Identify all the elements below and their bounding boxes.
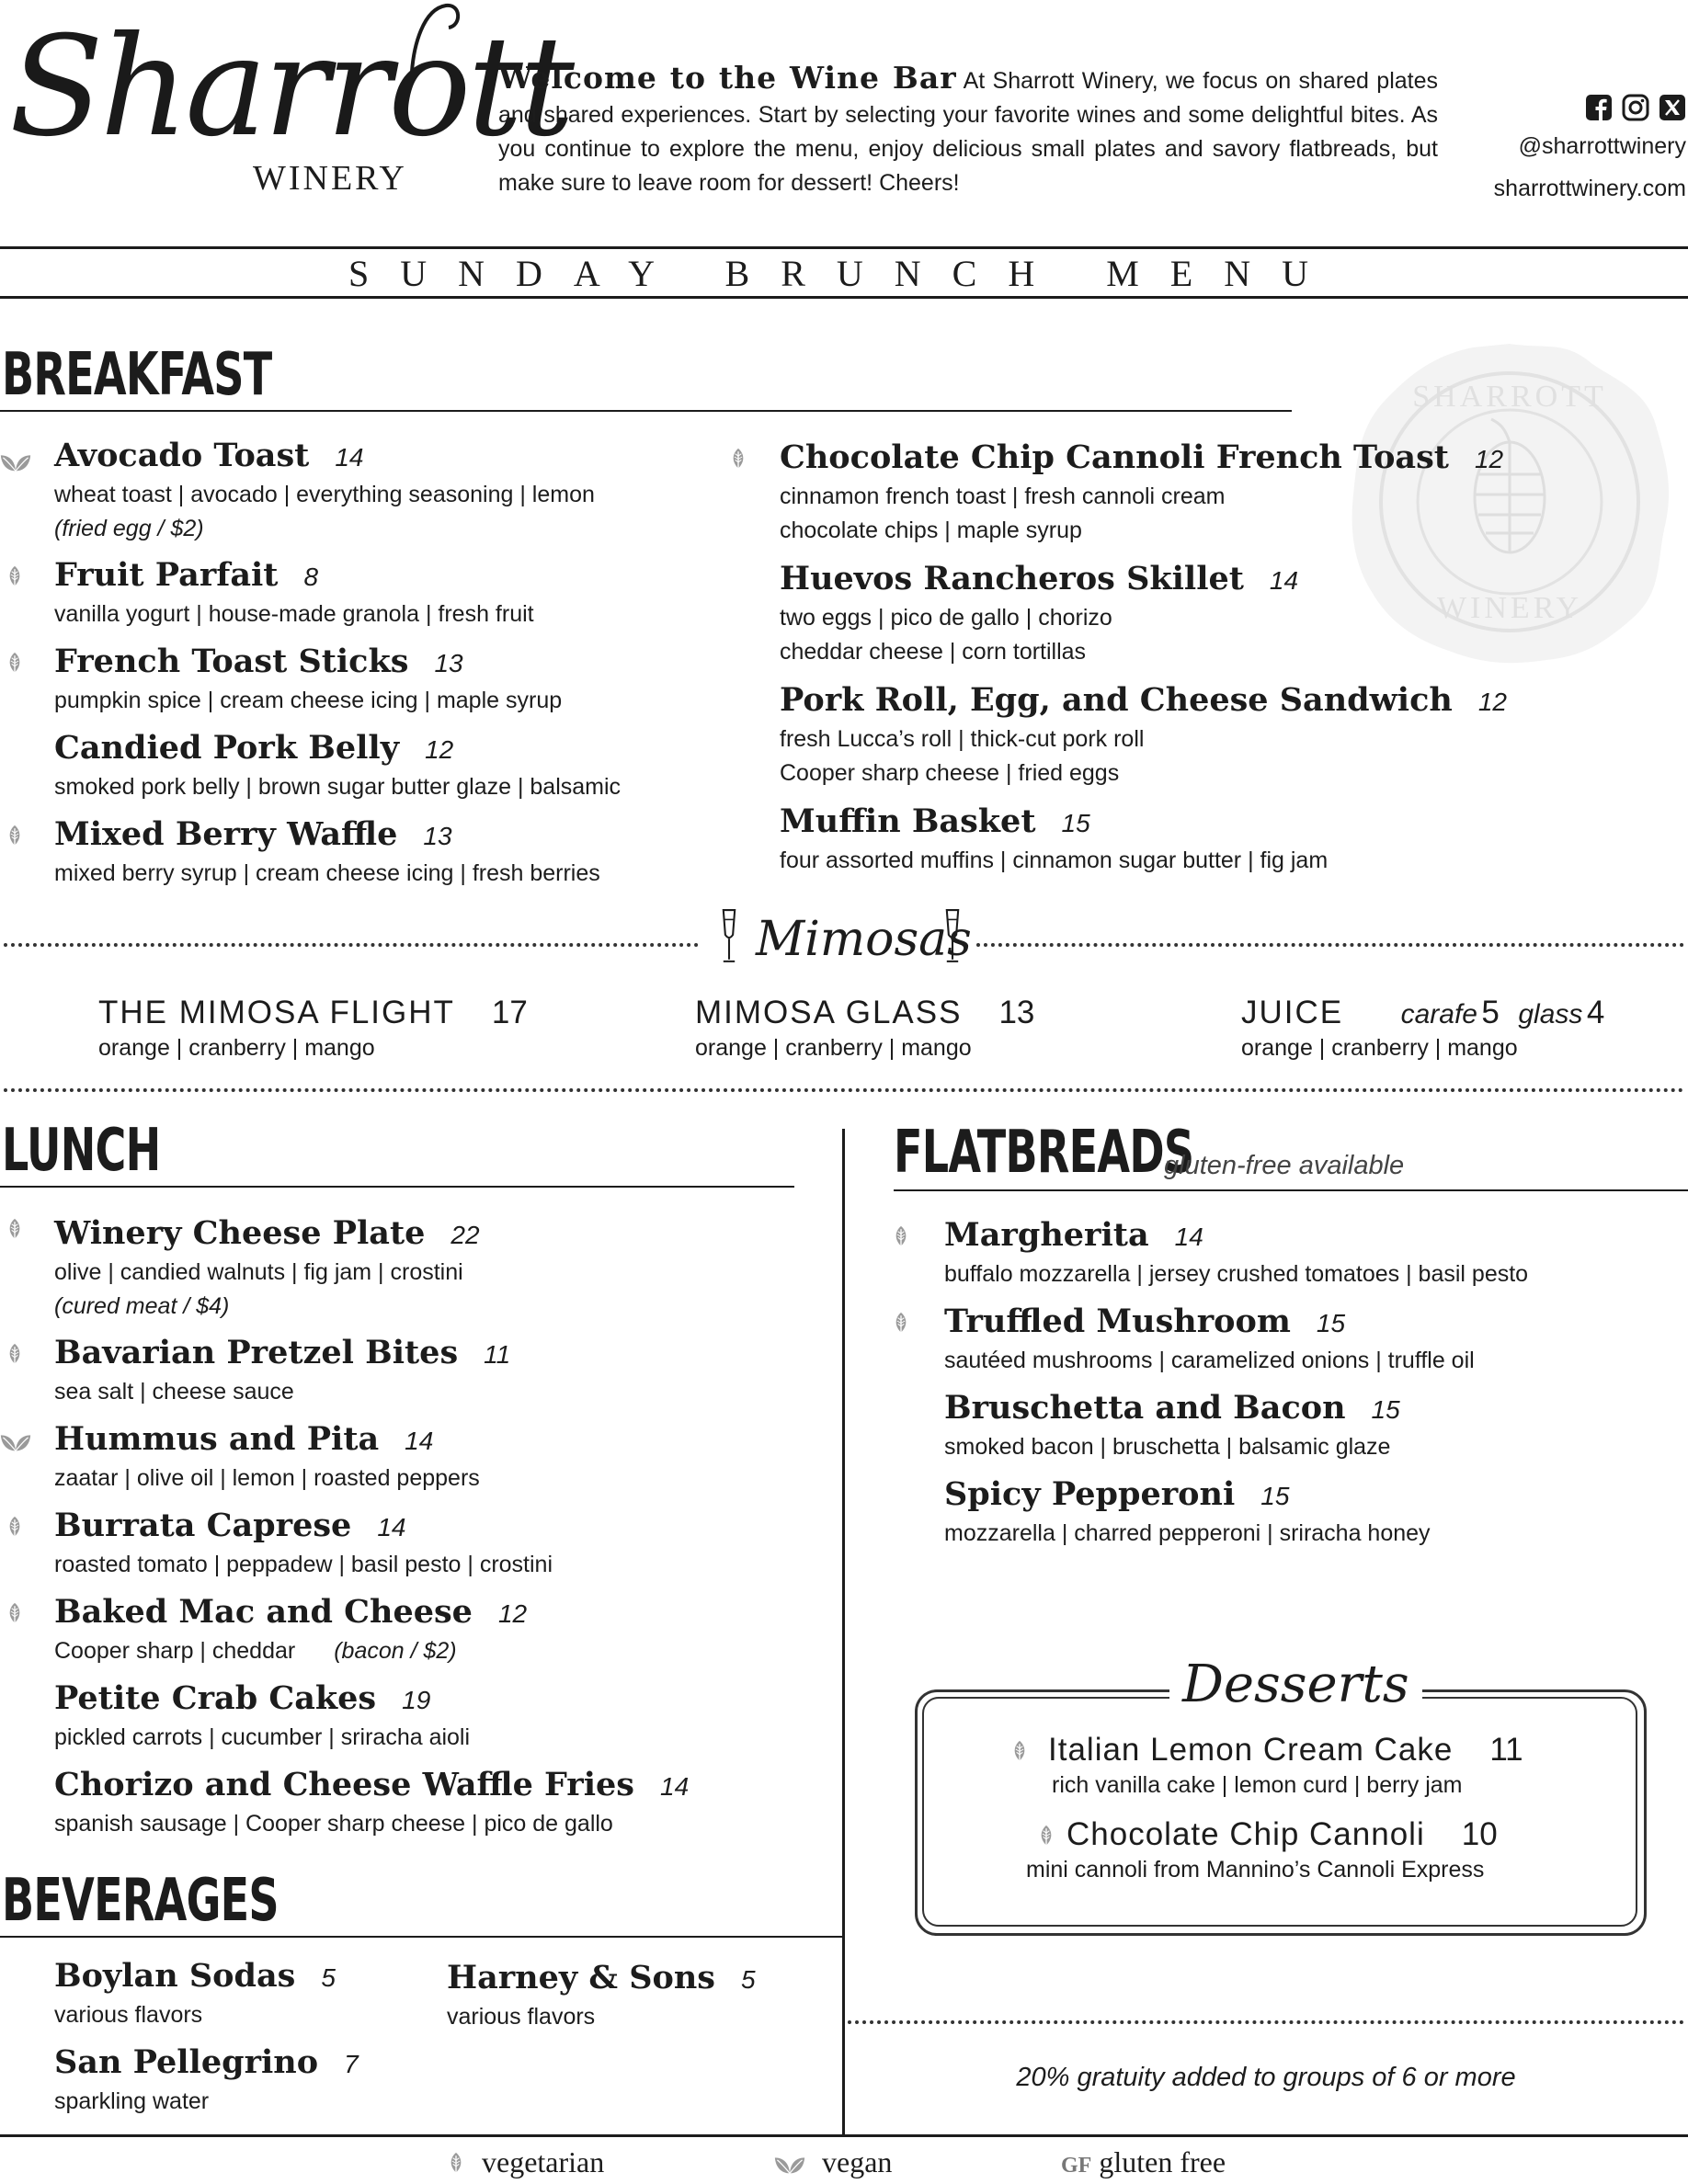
item-price: 12 — [425, 735, 454, 764]
item-price: 8 — [303, 563, 319, 591]
vegetarian-icon — [892, 1311, 910, 1336]
item-description: sautéed mushrooms | caramelized onions | truffle oil — [944, 1348, 1475, 1373]
item-price: 14 — [660, 1772, 690, 1801]
item-price: 7 — [344, 2050, 359, 2078]
menu-item — [447, 1958, 756, 2034]
header-rule-top — [0, 246, 1688, 249]
item-description-line2: cheddar cheese | corn tortillas — [780, 639, 1087, 665]
item-description: olive | candied walnuts | fig jam | crostini — [54, 1259, 463, 1285]
item-description: cinnamon french toast | fresh cannoli cream — [780, 483, 1226, 509]
dessert-price: 10 — [1461, 1816, 1498, 1852]
vegetarian-icon — [6, 824, 24, 848]
item-name: Margherita — [944, 1216, 1149, 1254]
item-price: 12 — [1477, 688, 1507, 716]
menu-item — [54, 2042, 359, 2119]
item-price: 22 — [451, 1221, 480, 1249]
item-description: Cooper sharp | cheddar — [54, 1638, 296, 1664]
column-divider — [842, 1129, 845, 2134]
item-description: fresh Lucca’s roll | thick-cut pork roll — [780, 726, 1145, 752]
item-name: Winery Cheese Plate — [54, 1214, 426, 1252]
glass-label: glass — [1518, 999, 1583, 1029]
item-price: 14 — [377, 1513, 406, 1541]
menu-item — [54, 1678, 470, 1755]
vegan-icon — [774, 2153, 805, 2177]
item-name: Truffled Mushroom — [944, 1302, 1291, 1340]
legend-vegetarian: vegetarian — [482, 2145, 605, 2178]
vegetarian-icon — [892, 1224, 910, 1249]
logo-subtitle: WINERY — [253, 159, 407, 198]
website-link[interactable]: sharrottwinery.com — [1493, 176, 1686, 201]
item-description: mozzarella | charred pepperoni | sriracha honey — [944, 1520, 1431, 1546]
menu-item — [54, 728, 621, 804]
glass-price: 4 — [1586, 995, 1607, 1030]
beverages-rule — [0, 1936, 844, 1938]
header-rule-bottom — [0, 296, 1688, 299]
drink-item — [1241, 995, 1606, 1065]
logo-wordmark: Sharrott — [9, 7, 572, 167]
menu-item — [780, 680, 1507, 791]
mimosas-divider-left — [4, 943, 699, 947]
legend-vegan: vegan — [822, 2145, 893, 2178]
flatbreads-rule — [894, 1189, 1688, 1191]
menu-item — [54, 436, 595, 546]
legend-gluten-free — [1061, 2145, 1226, 2179]
dessert-name: Chocolate Chip Cannoli — [1066, 1816, 1425, 1852]
item-name: Spicy Pepperoni — [944, 1475, 1236, 1513]
menu-title: SUNDAY BRUNCH MENU — [348, 253, 1340, 294]
menu-item — [944, 1215, 1528, 1291]
item-name: Bruschetta and Bacon — [944, 1389, 1346, 1427]
drink-item — [98, 995, 528, 1065]
item-name: Pork Roll, Egg, and Cheese Sandwich — [780, 681, 1453, 719]
menu-item — [780, 802, 1328, 878]
item-description: wheat toast | avocado | everything seasoning | lemon — [54, 482, 595, 507]
item-addon-note: (cured meat / $4) — [54, 1293, 230, 1319]
item-price: 15 — [1061, 809, 1090, 837]
item-name: Petite Crab Cakes — [54, 1679, 377, 1717]
item-name: Huevos Rancheros Skillet — [780, 560, 1244, 597]
vegetarian-icon — [447, 2151, 465, 2176]
social-links — [1447, 94, 1688, 210]
item-description: various flavors — [54, 2002, 203, 2028]
menu-item — [54, 814, 600, 891]
beverages-title: BEVERAGES — [2, 1867, 279, 1935]
item-description: mixed berry syrup | cream cheese icing | fresh berries — [54, 860, 600, 886]
drink-description: orange | cranberry | mango — [1241, 1035, 1518, 1061]
instagram-icon[interactable] — [1622, 94, 1649, 121]
item-addon-note: (bacon / $2) — [334, 1638, 457, 1664]
gluten-free-icon: GF — [1061, 2154, 1092, 2178]
seal-text-bottom: WINERY — [1436, 591, 1583, 625]
item-name: Hummus and Pita — [54, 1420, 380, 1458]
vegetarian-icon — [1010, 1739, 1029, 1764]
mimosas-divider-right — [976, 943, 1684, 947]
item-price: 14 — [1174, 1223, 1203, 1251]
item-name: Baked Mac and Cheese — [54, 1593, 473, 1631]
item-description: two eggs | pico de gallo | chorizo — [780, 605, 1112, 631]
x-icon[interactable] — [1659, 94, 1686, 121]
champagne-flute-icon — [942, 908, 963, 965]
menu-item — [54, 1333, 510, 1409]
item-price: 15 — [1260, 1482, 1290, 1510]
item-name: Harney & Sons — [447, 1959, 715, 1996]
lunch-rule — [0, 1186, 794, 1188]
mimosas-title: Mimosas — [756, 912, 972, 967]
dessert-price: 11 — [1489, 1732, 1523, 1768]
item-price: 14 — [335, 443, 364, 472]
drink-name: THE MIMOSA FLIGHT — [98, 995, 455, 1030]
item-price: 5 — [740, 1965, 756, 1994]
menu-item — [54, 1506, 553, 1582]
item-description: smoked pork belly | brown sugar butter glaze | balsamic — [54, 774, 622, 800]
item-name: Bavarian Pretzel Bites — [54, 1334, 459, 1371]
menu-item — [54, 1592, 527, 1668]
social-handle[interactable]: @sharrottwinery — [1518, 133, 1686, 159]
drink-price: 13 — [998, 995, 1035, 1030]
carafe-price: 5 — [1481, 995, 1501, 1030]
drink-price: 17 — [491, 995, 528, 1030]
item-price: 19 — [402, 1686, 431, 1714]
item-name: San Pellegrino — [54, 2043, 319, 2081]
vegetarian-icon — [729, 447, 747, 472]
logo-swash-ornament — [405, 0, 469, 74]
item-price: 12 — [497, 1599, 528, 1628]
breakfast-rule — [0, 410, 1292, 412]
item-description: four assorted muffins | cinnamon sugar butter | fig jam — [780, 847, 1329, 873]
item-name: Mixed Berry Waffle — [54, 815, 398, 853]
item-name: Boylan Sodas — [54, 1957, 296, 1995]
item-name: Avocado Toast — [54, 437, 310, 474]
welcome-title: Welcome to the Wine Bar — [498, 60, 957, 96]
flatbreads-title: FLATBREADS — [894, 1119, 1194, 1187]
item-description: pumpkin spice | cream cheese icing | maple syrup — [54, 688, 563, 713]
item-addon-note: (fried egg / $2) — [54, 516, 204, 541]
item-description: smoked bacon | bruschetta | balsamic glaze — [944, 1434, 1391, 1460]
menu-item — [54, 1765, 689, 1841]
mimosas-divider-bottom — [4, 1088, 1684, 1092]
item-description-line2: chocolate chips | maple syrup — [780, 518, 1082, 543]
vegetarian-icon — [6, 651, 24, 676]
item-name: Muffin Basket — [780, 802, 1036, 840]
item-description: vanilla yogurt | house-made granola | fresh fruit — [54, 601, 534, 627]
item-name: Fruit Parfait — [54, 556, 279, 594]
item-name: Candied Pork Belly — [54, 729, 400, 767]
breakfast-title: BREAKFAST — [2, 341, 272, 409]
menu-item — [54, 1213, 480, 1324]
gratuity-divider — [848, 2020, 1684, 2024]
item-price: 12 — [1474, 445, 1504, 473]
item-price: 5 — [321, 1963, 336, 1992]
welcome-body: At Sharrott Winery, we focus on shared plates and shared experiences. Start by selecting your favorite wines and some delightful bites. As you continue to explore the menu, enjoy delicious small plates and savory flatbreads, but make sure to leave room for dessert! Cheers! — [498, 68, 1439, 196]
social-icons — [1447, 94, 1686, 121]
dessert-description: rich vanilla cake | lemon curd | berry jam — [1052, 1772, 1463, 1798]
vegetarian-icon — [6, 564, 24, 589]
item-description: zaatar | olive oil | lemon | roasted peppers — [54, 1465, 480, 1491]
item-description-line2: Cooper sharp cheese | fried eggs — [780, 760, 1120, 786]
vegetarian-icon — [6, 1217, 24, 1242]
menu-item — [54, 555, 534, 631]
item-description: spanish sausage | Cooper sharp cheese | pico de gallo — [54, 1811, 613, 1837]
menu-item — [54, 642, 562, 718]
drink-name: MIMOSA GLASS — [695, 995, 963, 1030]
champagne-flute-icon — [719, 908, 739, 965]
vegan-icon — [0, 1430, 31, 1454]
item-price: 14 — [405, 1427, 434, 1455]
footer-rule — [0, 2134, 1688, 2137]
menu-item — [780, 438, 1503, 548]
item-name: Burrata Caprese — [54, 1507, 352, 1544]
carafe-label: carafe — [1400, 999, 1477, 1029]
welcome-text — [498, 61, 1438, 200]
item-description: sparkling water — [54, 2088, 210, 2114]
item-price: 13 — [423, 822, 452, 850]
menu-item — [944, 1388, 1400, 1464]
dessert-name: Italian Lemon Cream Cake — [1048, 1732, 1454, 1768]
item-description: buffalo mozzarella | jersey crushed tomatoes | basil pesto — [944, 1261, 1529, 1287]
vegan-icon — [0, 450, 31, 474]
menu-item — [54, 1419, 480, 1496]
item-name: French Toast Sticks — [54, 643, 409, 680]
gratuity-note: 20% gratuity added to groups of 6 or more — [1016, 2063, 1516, 2092]
item-name: Chorizo and Cheese Waffle Fries — [54, 1766, 634, 1803]
item-price: 13 — [434, 649, 463, 677]
item-price: 15 — [1371, 1395, 1400, 1424]
seal-text-top: SHARROTT — [1412, 380, 1607, 414]
drink-description: orange | cranberry | mango — [98, 1035, 375, 1061]
item-description: pickled carrots | cucumber | sriracha aioli — [54, 1724, 471, 1750]
lunch-title: LUNCH — [2, 1117, 161, 1185]
vegetarian-icon — [6, 1342, 24, 1367]
dessert-description: mini cannoli from Mannino’s Cannoli Express — [1026, 1857, 1485, 1883]
vegetarian-icon — [6, 1515, 24, 1540]
drink-description: orange | cranberry | mango — [695, 1035, 972, 1061]
vegetarian-icon — [1037, 1824, 1055, 1848]
drink-name: JUICE — [1241, 995, 1344, 1030]
drink-item — [695, 995, 1034, 1065]
item-description: various flavors — [447, 2004, 596, 2030]
dessert-item — [1048, 1732, 1563, 1803]
menu-item — [944, 1474, 1431, 1551]
item-description: sea salt | cheese sauce — [54, 1379, 294, 1405]
item-price: 15 — [1316, 1309, 1346, 1337]
item-description: roasted tomato | peppadew | basil pesto | crostini — [54, 1552, 553, 1577]
vegetarian-icon — [6, 1601, 24, 1626]
item-price: 14 — [1269, 566, 1299, 595]
menu-item — [780, 559, 1298, 669]
menu-item — [54, 1956, 336, 2032]
facebook-icon[interactable] — [1585, 94, 1613, 121]
desserts-title: Desserts — [1169, 1655, 1422, 1714]
item-name: Chocolate Chip Cannoli French Toast — [780, 438, 1449, 476]
menu-item — [944, 1302, 1475, 1378]
dessert-item — [1026, 1816, 1581, 1887]
legend-gluten-free-label: gluten free — [1099, 2145, 1226, 2178]
item-price: 11 — [484, 1340, 511, 1369]
flatbreads-subtitle: gluten-free available — [1164, 1151, 1405, 1180]
